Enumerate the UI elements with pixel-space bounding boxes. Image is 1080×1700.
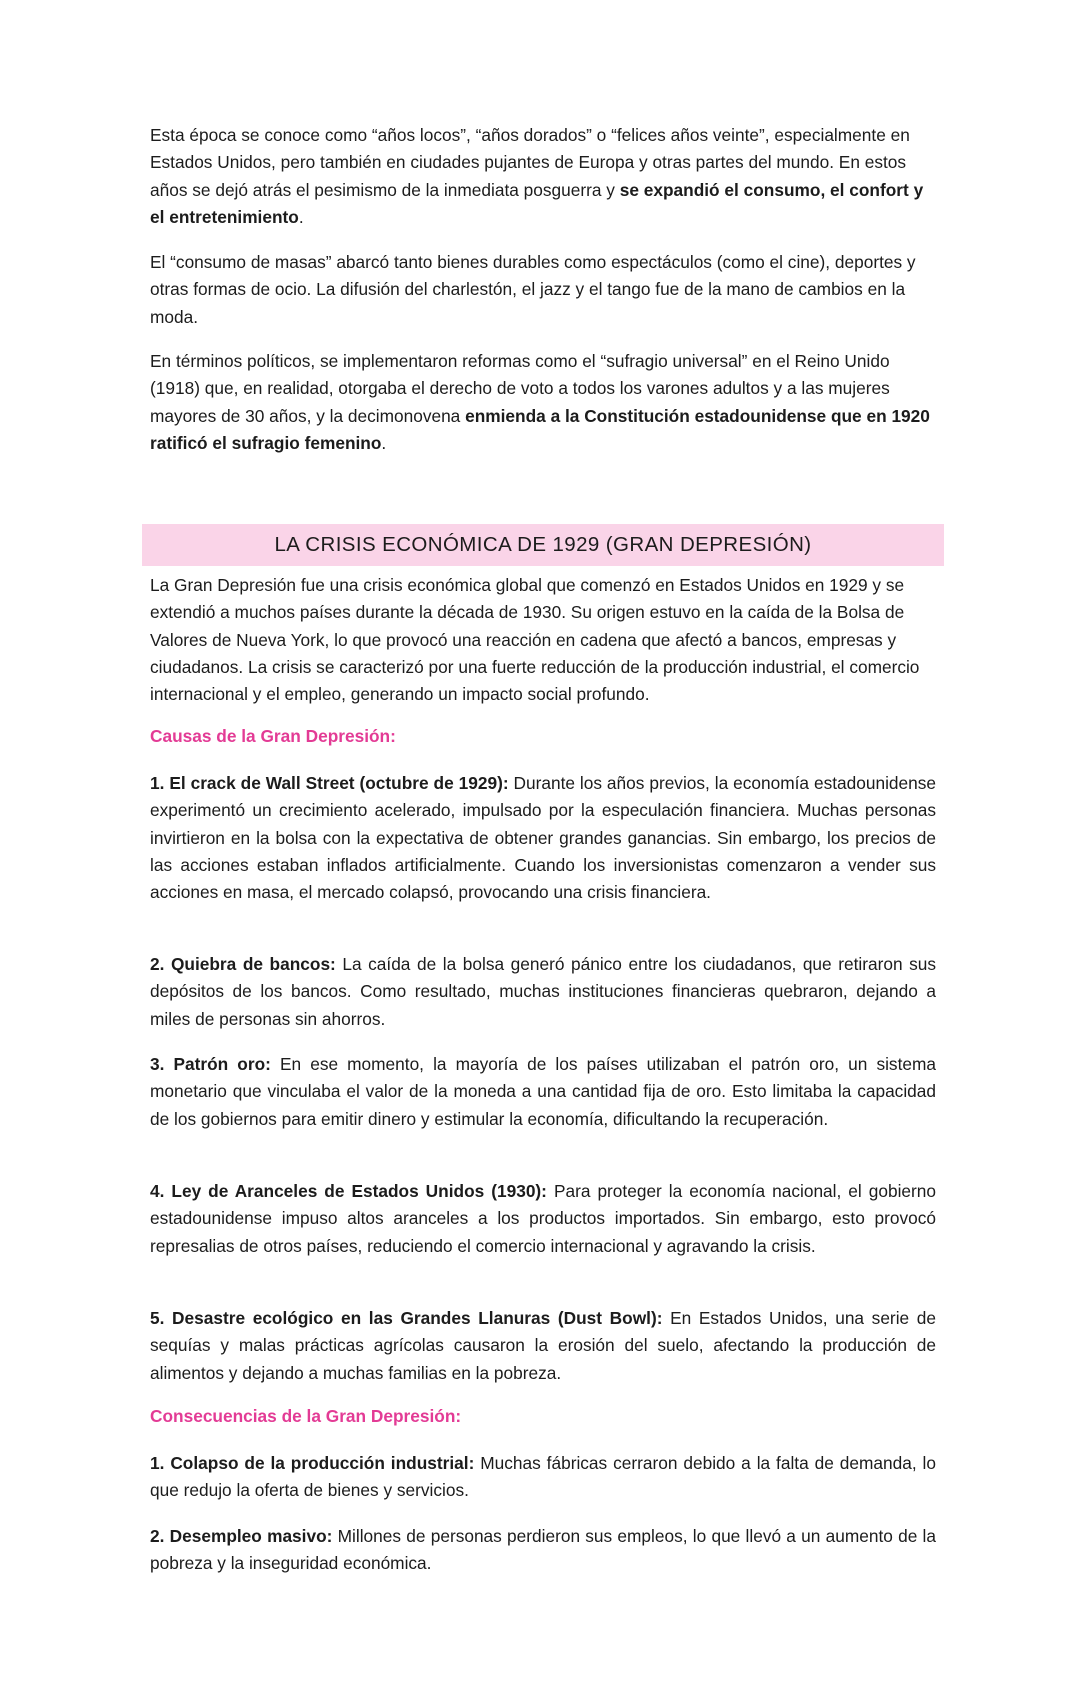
causes-heading: Causas de la Gran Depresión: <box>150 726 396 746</box>
intro-p3-bold: enmienda a la Constitución estadounidense que en 1920 ratificó el sufragio femenino <box>150 405 930 453</box>
cause-1-text: Durante los años previos, la economía estadounidense experimentó un crecimiento acelerado, impulsado por la especulación financiera. Muchas personas invirtieron en la bolsa con la expectativa de obtener grandes ganancias. Sin embargo, los precios de las acciones estaban inflados artificialmente. Cuando los inversionistas comenzaron a vender sus acciones en masa, el mercado colapsó, provocando una crisis financiera. <box>150 773 936 903</box>
consequences-heading: Consecuencias de la Gran Depresión: <box>150 1406 462 1426</box>
intro-p1-bold: se expandió el consumo, el confort y el entretenimiento <box>150 179 924 227</box>
section-heading-text: LA CRISIS ECONÓMICA DE 1929 (GRAN DEPRESIÓN) <box>274 533 812 556</box>
cause-4-title: 4. Ley de Aranceles de Estados Unidos (1930): <box>150 1181 547 1201</box>
consequence-1-title: 1. Colapso de la producción industrial: <box>150 1453 475 1473</box>
consequence-2-text: Millones de personas perdieron sus empleos, lo que llevó a un aumento de la pobreza y la inseguridad económica. <box>150 1526 937 1574</box>
intro-p1-end: . <box>298 206 304 227</box>
cause-item-2 <box>150 951 936 1033</box>
intro-paragraph-3 <box>150 348 936 457</box>
cause-3-title: 3. Patrón oro: <box>150 1054 271 1074</box>
cause-2-text: La caída de la bolsa generó pánico entre los ciudadanos, que retiraron sus depósitos de los bancos. Como resultado, muchas instituciones financieras quebraron, dejando a miles de personas sin ahorros. <box>150 954 936 1029</box>
intro-paragraph-1 <box>150 122 936 231</box>
cause-5-text: En Estados Unidos, una serie de sequías y malas prácticas agrícolas causaron la erosión del suelo, afectando la producción de alimentos y dejando a muchas familias en la pobreza. <box>150 1308 936 1383</box>
cause-5-title: 5. Desastre ecológico en las Grandes Llanuras (Dust Bowl): <box>150 1308 663 1328</box>
cause-item-1 <box>150 770 936 906</box>
intro-p3-text: En términos políticos, se implementaron reformas como el “sufragio universal” en el Reino Unido (1918) que, en realidad, otorgaba el derecho de voto a todos los varones adultos y a las mujeres mayores de 30 años, y la decimonovena <box>150 351 890 426</box>
cause-item-5 <box>150 1305 936 1387</box>
section-intro-paragraph <box>150 572 936 708</box>
cause-4-text: Para proteger la economía nacional, el gobierno estadounidense impuso altos aranceles a los productos importados. Sin embargo, esto provocó represalias de otros países, reduciendo el comercio internacional y agravando la crisis. <box>150 1181 936 1256</box>
cause-1-title: 1. El crack de Wall Street (octubre de 1929): <box>150 773 509 793</box>
intro-paragraph-2 <box>150 249 936 331</box>
consequence-item-1 <box>150 1450 936 1505</box>
consequence-2-title: 2. Desempleo masivo: <box>150 1526 333 1546</box>
cause-item-4 <box>150 1178 936 1260</box>
consequence-item-2 <box>150 1523 936 1578</box>
intro-p1-text: Esta época se conoce como “años locos”, “años dorados” o “felices años veinte”, especialmente en Estados Unidos, pero también en ciudades pujantes de Europa y otras partes del mundo. En estos años se dejó atrás el pesimismo de la inmediata posguerra y <box>150 125 910 200</box>
section-heading <box>142 524 944 566</box>
cause-2-title: 2. Quiebra de bancos: <box>150 954 336 974</box>
cause-item-3 <box>150 1051 936 1133</box>
cause-3-text: En ese momento, la mayoría de los países utilizaban el patrón oro, un sistema monetario que vinculaba el valor de la moneda a una cantidad fija de oro. Esto limitaba la capacidad de los gobiernos para emitir dinero y estimular la economía, dificultando la recuperación. <box>150 1054 936 1129</box>
intro-p3-end: . <box>381 432 387 453</box>
intro-p2-text: El “consumo de masas” abarcó tanto bienes durables como espectáculos (como el cine), deportes y otras formas de ocio. La difusión del charlestón, el jazz y el tango fue de la mano de cambios en la moda. <box>150 252 916 327</box>
consequence-1-text: Muchas fábricas cerraron debido a la falta de demanda, lo que redujo la oferta de bienes y servicios. <box>150 1453 936 1501</box>
section-intro-text: La Gran Depresión fue una crisis económica global que comenzó en Estados Unidos en 1929 y se extendió a muchos países durante la década de 1930. Su origen estuvo en la caída de la Bolsa de Valores de Nueva York, lo que provocó una reacción en cadena que afectó a bancos, empresas y ciudadanos. La crisis se caracterizó por una fuerte reducción de la producción industrial, el comercio internacional y el empleo, generando un impacto social profundo. <box>150 575 920 705</box>
